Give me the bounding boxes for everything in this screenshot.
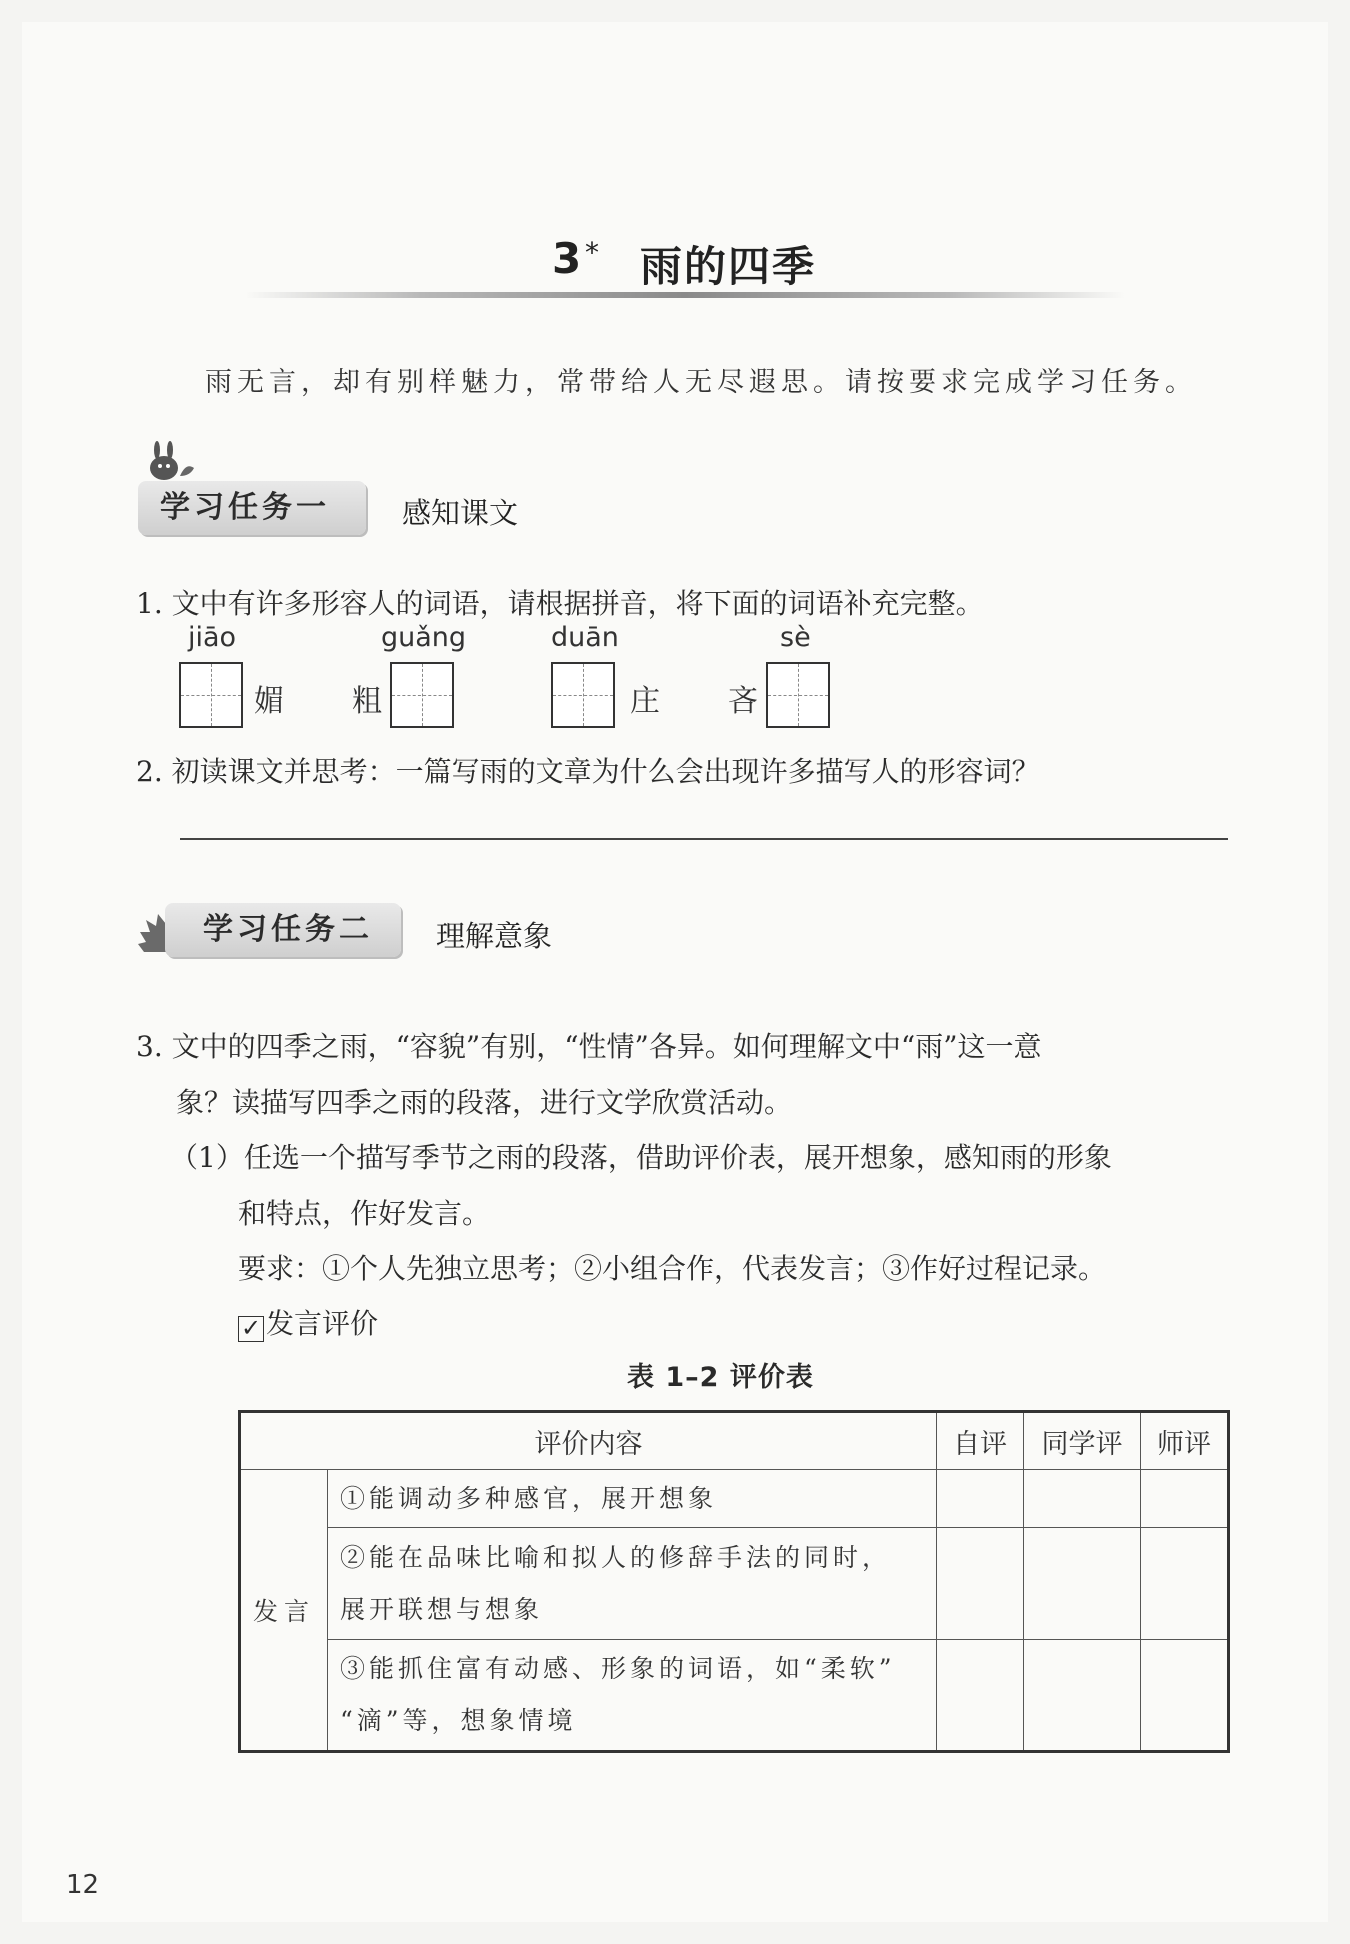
- bunny-mascot-icon: [146, 438, 198, 482]
- word-char-2: 粗: [352, 684, 382, 719]
- table-row: [240, 1528, 1229, 1640]
- requirement-text: 要求：①个人先独立思考；②小组合作，代表发言；③作好过程记录。: [238, 1252, 1107, 1285]
- table-header-row: [240, 1412, 1229, 1470]
- pinyin-guang: guǎng: [381, 622, 467, 653]
- subquestion-1-line1: （1）任选一个描写季节之雨的段落，借助评价表，展开想象，感知雨的形象: [170, 1141, 1112, 1174]
- evaluation-table: [238, 1410, 1230, 1753]
- self-score-2[interactable]: [937, 1528, 1024, 1640]
- word-char-4: 吝: [728, 684, 758, 719]
- check-icon[interactable]: ✓: [238, 1316, 264, 1342]
- header-teacher: 师评: [1141, 1412, 1229, 1470]
- criterion-3: ③能抓住富有动感、形象的词语，如“柔软” “滴”等，想象情境: [328, 1640, 937, 1752]
- speech-evaluation-label: [238, 1302, 378, 1342]
- teacher-score-2[interactable]: [1141, 1528, 1229, 1640]
- lesson-star: *: [585, 236, 599, 269]
- pinyin-se: sè: [780, 622, 811, 653]
- peer-score-2[interactable]: [1024, 1528, 1141, 1640]
- answer-grid-1[interactable]: [179, 662, 243, 728]
- criterion-1: ①能调动多种感官，展开想象: [328, 1470, 937, 1528]
- category-cell: 发言: [240, 1470, 328, 1752]
- teacher-score-3[interactable]: [1141, 1640, 1229, 1752]
- peer-score-1[interactable]: [1024, 1470, 1141, 1528]
- self-score-1[interactable]: [937, 1470, 1024, 1528]
- table-row: [240, 1640, 1229, 1752]
- task1-title: 感知课文: [402, 496, 519, 530]
- criterion-2: ②能在品味比喻和拟人的修辞手法的同时， 展开联想与想象: [328, 1528, 937, 1640]
- question-3-line1: 3. 文中的四季之雨，“容貌”有别，“性情”各异。如何理解文中“雨”这一意: [136, 1030, 1042, 1063]
- question-1: 1. 文中有许多形容人的词语，请根据拼音，将下面的词语补充完整。: [136, 587, 984, 620]
- lesson-title: 雨的四季: [640, 242, 817, 291]
- header-content: 评价内容: [240, 1412, 937, 1470]
- lesson-intro: 雨无言，却有别样魅力，常带给人无尽遐思。请按要求完成学习任务。: [205, 367, 1197, 398]
- task2-badge: 学习任务二: [165, 903, 401, 957]
- pinyin-duan: duān: [551, 622, 619, 653]
- check-label: 发言评价: [266, 1307, 379, 1340]
- pinyin-jiao: jiāo: [188, 622, 237, 653]
- word-char-3: 庄: [630, 684, 660, 719]
- table-row: [240, 1470, 1229, 1528]
- answer-grid-2[interactable]: [390, 662, 454, 728]
- task2-title: 理解意象: [436, 919, 553, 953]
- question-3-line2: 象？读描写四季之雨的段落，进行文学欣赏活动。: [176, 1086, 793, 1119]
- answer-line[interactable]: [180, 838, 1228, 840]
- title-underline: [245, 292, 1125, 298]
- question-2: 2. 初读课文并思考：一篇写雨的文章为什么会出现许多描写人的形容词？: [136, 755, 1040, 788]
- self-score-3[interactable]: [937, 1640, 1024, 1752]
- header-peer: 同学评: [1024, 1412, 1141, 1470]
- answer-grid-4[interactable]: [766, 662, 830, 728]
- subquestion-1-line2: 和特点，作好发言。: [238, 1197, 491, 1230]
- task1-badge: 学习任务一: [138, 481, 366, 535]
- peer-score-3[interactable]: [1024, 1640, 1141, 1752]
- table-caption: 表 1–2 评价表: [627, 1362, 814, 1393]
- lesson-number: 3: [552, 234, 582, 283]
- teacher-score-1[interactable]: [1141, 1470, 1229, 1528]
- header-self: 自评: [937, 1412, 1024, 1470]
- answer-grid-3[interactable]: [551, 662, 615, 728]
- page-number: 12: [66, 1870, 100, 1900]
- word-char-1: 媚: [254, 684, 284, 719]
